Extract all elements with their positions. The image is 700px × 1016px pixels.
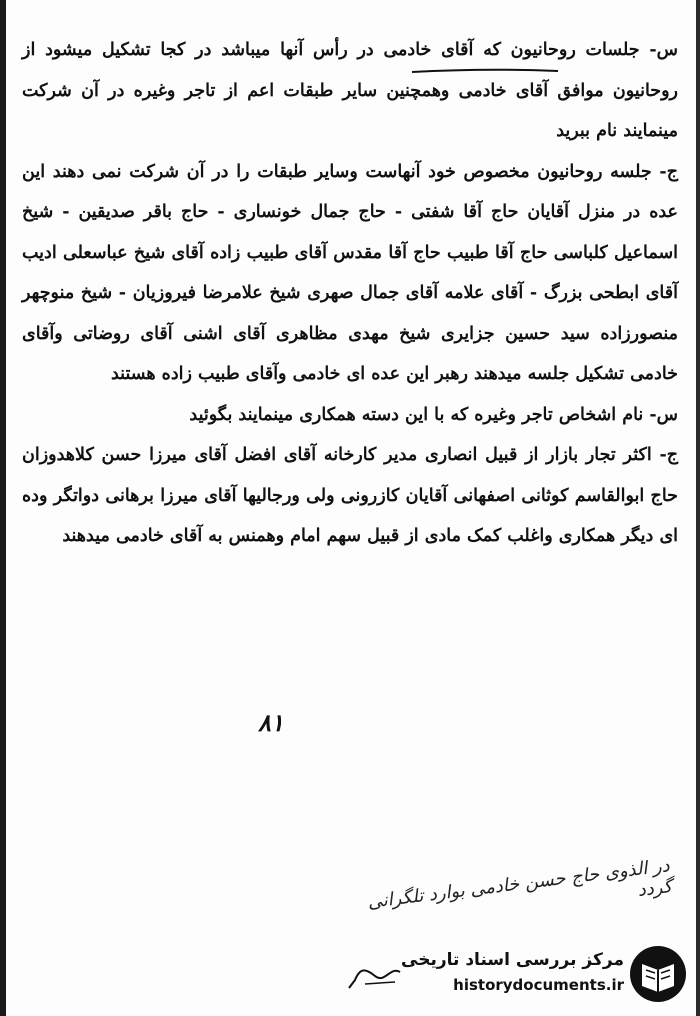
watermark xyxy=(368,944,688,1004)
answer-2: ج- اکثر تجار بازار از قبیل انصاری مدیر کارخانه آقای افضل آقای میرزا حسن کلاهدوزان حاج ابوالقاسم کوثانی اصفهانی آقایان کازرونی ولی ورجالیها آقای میرزا برهانی دواتگر وده ای دیگر همکاری واغلب کمک مادی از قبیل سهم امام وهمنس به آقای خادمی میدهند xyxy=(22,445,678,546)
question-2: س- نام اشخاص تاجر وغیره که با این دسته همکاری مینمایند بگوئید xyxy=(189,404,678,425)
watermark-name: مرکز بررسی اسناد تاریخی xyxy=(401,950,624,970)
handwritten-note: در الذوی حاج حسن خادمی بوارد تلگرانی گردد xyxy=(366,855,674,914)
handwritten-underline xyxy=(410,68,560,74)
page-number: ۸۱ xyxy=(258,708,284,737)
scan-edge-left xyxy=(0,0,6,1016)
scan-edge-right xyxy=(696,0,700,1016)
open-book-icon xyxy=(628,944,688,1004)
watermark-url: historydocuments.ir xyxy=(453,976,624,994)
document-body xyxy=(22,30,678,557)
question-1: س- جلسات روحانیون که آقای خادمی در رأس آنها میباشد در کجا تشکیل میشود از روحانیون موافق آقای خادمی وهمچنین سایر طبقات اعم از تاجر وغیره در آن شرکت مینمایند نام ببرید xyxy=(22,40,678,141)
answer-1: ج- جلسه روحانیون مخصوص خود آنهاست وسایر طبقات را در آن شرکت نمی دهند این عده در منزل آقایان حاج آقا شفتی - حاج جمال خونساری - حاج باقر صدیقین - شیخ اسماعیل کلباسی حاج آقا طبیب حاج آقا مقدس آقای طبیب زاده آقای شیخ عباسعلی ادیب آقای ابطحی بزرگ - آقای علامه آقای جمال صهری شیخ علامرضا فیروزیان - شیخ منوچهر منصورزاده سید حسین جزایری شیخ مهدی مظاهری آقای اشنی آقای روضاتی وآقای خادمی تشکیل جلسه میدهند رهبر این عده ای خادمی وآقای طبیب زاده هستند xyxy=(22,161,678,384)
